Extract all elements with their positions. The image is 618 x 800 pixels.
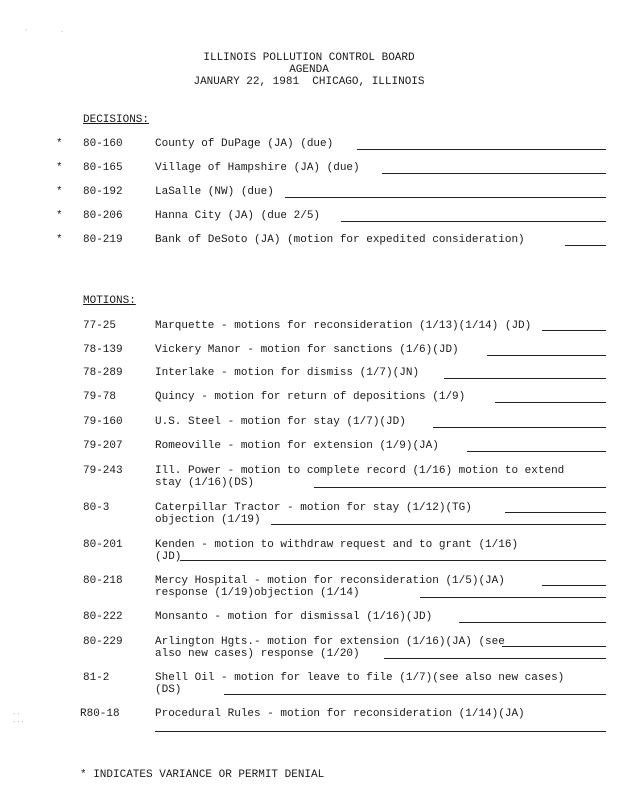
case-description: Shell Oil - motion for leave to file (1/7)(see also new cases)(DS) [155,672,565,696]
case-description: Vickery Manor - motion for sanctions (1/6)(JD) [155,344,459,356]
case-number: 81-2 [83,672,110,684]
fill-line [433,427,606,428]
case-description: Procedural Rules - motion for reconsideration (1/14)(JA) [155,708,525,720]
fill-line [285,197,606,198]
case-number: 78-139 [83,344,123,356]
case-description: U.S. Steel - motion for stay (1/7)(JD) [155,416,406,428]
case-description: Village of Hampshire (JA) (due) [155,162,360,174]
decisions-heading: DECISIONS: [83,114,150,126]
case-number: 80-165 [83,162,123,174]
case-description: Kenden - motion to withdraw request and to grant (1/16) (JD) [155,539,519,563]
case-description: Bank of DeSoto (JA) (motion for expedited consideration) [155,234,525,246]
variance-footnote: * INDICATES VARIANCE OR PERMIT DENIAL [80,769,325,781]
fill-line [505,512,606,513]
case-number: 79-160 [83,416,123,428]
case-number: 79-243 [83,465,123,477]
fill-line [565,245,606,246]
case-description: Hanna City (JA) (due 2/5) [155,210,321,222]
case-number: 80-219 [83,234,123,246]
fill-line [467,451,606,452]
case-number: 79-207 [83,440,123,452]
variance-star: * [56,138,63,150]
fill-line [382,173,606,174]
case-description: Marquette - motions for reconsideration (1/13)(1/14) (JD) [155,320,532,332]
fill-line [271,524,606,525]
case-number: 78-289 [83,367,123,379]
case-description: Quincy - motion for return of depositions (1/9) [155,391,466,403]
fill-line [314,487,606,488]
case-number: 79-78 [83,391,117,403]
case-number: 77-25 [83,320,117,332]
scan-speck: ˙ [24,30,29,38]
variance-star: * [56,234,63,246]
fill-line [502,646,606,647]
agenda-date-location: JANUARY 22, 1981 CHICAGO, ILLINOIS [193,76,425,88]
case-number: 80-206 [83,210,123,222]
case-description: Caterpillar Tractor - motion for stay (1/12)(TG) objection (1/19) [155,502,472,526]
case-description: LaSalle (NW) (due) [155,186,274,198]
fill-line [384,658,606,659]
fill-line [542,585,606,586]
fill-line [180,560,606,561]
case-description: Romeoville - motion for extension (1/9)(JA) [155,440,439,452]
case-description: Arlington Hgts.- motion for extension (1/16)(JA) (see also new cases) response (1/20) [155,636,505,660]
fill-line [420,597,606,598]
variance-star: * [56,210,63,222]
case-number: 80-3 [83,502,110,514]
fill-line [459,622,606,623]
scan-speck: ˙˙˙ [12,722,25,730]
case-number: 80-192 [83,186,123,198]
case-number: 80-222 [83,611,123,623]
case-number: 80-201 [83,539,123,551]
agenda-org-title: ILLINOIS POLLUTION CONTROL BOARD [203,52,415,64]
variance-star: * [56,186,63,198]
fill-line [224,694,606,695]
case-description: Mercy Hospital - motion for reconsideration (1/5)(JA) response (1/19)objection (1/14) [155,575,505,599]
fill-line [341,221,606,222]
case-description: Monsanto - motion for dismissal (1/16)(JD) [155,611,433,623]
case-description: Ill. Power - motion to complete record (1/16) motion to extend stay (1/16)(DS) [155,465,565,489]
fill-line [444,378,606,379]
variance-star: * [56,162,63,174]
scan-speck: ˙ [60,32,65,40]
scan-speck: ˙˙ [12,714,21,722]
case-number: 80-229 [83,636,123,648]
case-number: 80-218 [83,575,123,587]
agenda-title: AGENDA [289,64,329,76]
case-number: 80-160 [83,138,123,150]
case-description: Interlake - motion for dismiss (1/7)(JN) [155,367,420,379]
fill-line [155,731,606,732]
fill-line [357,149,606,150]
fill-line [495,402,606,403]
fill-line [542,330,606,331]
motions-heading: MOTIONS: [83,295,136,307]
case-number: R80-18 [80,708,120,720]
fill-line [487,355,606,356]
case-description: County of DuPage (JA) (due) [155,138,334,150]
